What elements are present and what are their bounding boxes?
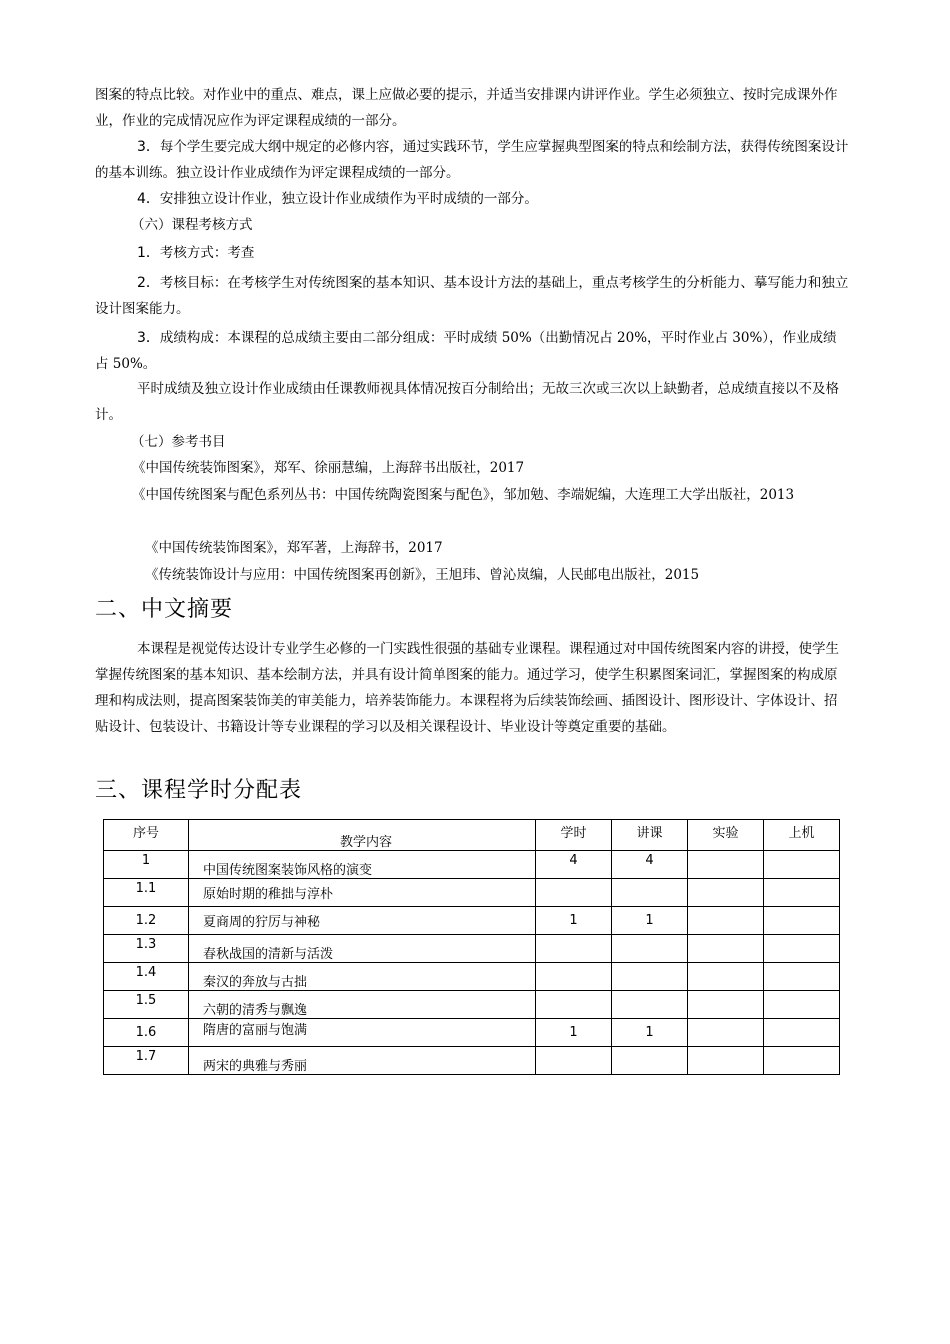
reference-2: 《中国传统图案与配色系列丛书：中国传统陶瓷图案与配色》，邹加勉、李端妮编，大连理工大学出版社，2013 — [132, 487, 795, 503]
assessment-item-1 — [95, 240, 850, 266]
header-lecture: 讲课 — [612, 820, 688, 851]
reference-4: 《传统装饰设计与应用：中国传统图案再创新》，王旭玮、曾沁岚编，人民邮电出版社，2015 — [145, 567, 700, 583]
cell-topic: 中国传统图案装饰风格的演变 — [189, 851, 536, 879]
cell-no: 1.1 — [104, 879, 189, 907]
cell-hours: 1 — [536, 1019, 612, 1047]
table-row — [104, 851, 840, 879]
cell-hours: 1 — [536, 907, 612, 935]
cell-lab — [688, 1019, 764, 1047]
item-number: 4． — [137, 191, 160, 207]
header-hours: 学时 — [536, 820, 612, 851]
cell-no: 1.5 — [104, 991, 189, 1019]
cell-computer — [764, 1047, 840, 1075]
cell-lab — [688, 935, 764, 963]
cell-hours — [536, 963, 612, 991]
item-number: 3． — [137, 330, 160, 346]
table-row — [104, 879, 840, 907]
cell-hours — [536, 879, 612, 907]
paragraph-item-4 — [95, 186, 850, 212]
cell-no: 1.4 — [104, 963, 189, 991]
table-row — [104, 935, 840, 963]
paragraph-item-3 — [95, 134, 850, 186]
cell-no: 1.3 — [104, 935, 189, 963]
header-topic: 教学内容 — [189, 820, 536, 851]
cell-lab — [688, 851, 764, 879]
cell-topic: 六朝的清秀与飘逸 — [189, 991, 536, 1019]
cell-computer — [764, 1019, 840, 1047]
table-row — [104, 1047, 840, 1075]
cell-topic: 春秋战国的清新与活泼 — [189, 935, 536, 963]
cell-lab — [688, 991, 764, 1019]
abstract-body: 本课程是视觉传达设计专业学生必修的一门实践性很强的基础专业课程。课程通过对中国传统图案内容的讲授，使学生掌握传统图案的基本知识、基本绘制方法，并具有设计简单图案的能力。通过学习，使学生积累图案词汇，掌握图案的构成原理和构成法则，提高图案装饰美的审美能力，培养装饰能力。本课程将为后续装饰绘画、插图设计、图形设计、字体设计、招贴设计、包装设计、书籍设计等专业课程的学习以及相关课程设计、毕业设计等奠定重要的基础。 — [95, 641, 839, 735]
cell-lab — [688, 879, 764, 907]
header-computer: 上机 — [764, 820, 840, 851]
cell-hours — [536, 935, 612, 963]
cell-topic: 秦汉的奔放与古拙 — [189, 963, 536, 991]
table-row — [104, 963, 840, 991]
item-text: 安排独立设计作业，独立设计作业成绩作为平时成绩的一部分。 — [159, 191, 538, 207]
assessment-item-3 — [95, 325, 850, 377]
paragraph-grading-note: 平时成绩及独立设计作业成绩由任课教师视具体情况按百分制给出；无故三次或三次以上缺勤者，总成绩直接以不及格计。 — [95, 381, 839, 423]
table-row — [104, 1019, 840, 1047]
section-heading-hours-table: 三、课程学时分配表 — [95, 778, 303, 803]
cell-lab — [688, 1047, 764, 1075]
cell-computer — [764, 935, 840, 963]
paragraph-assignment-review: 图案的特点比较。对作业中的重点、难点，课上应做必要的提示，并适当安排课内讲评作业。学生必须独立、按时完成课外作业，作业的完成情况应作为评定课程成绩的一部分。 — [95, 87, 838, 129]
cell-lecture — [612, 991, 688, 1019]
reference-3: 《中国传统装饰图案》，郑军著，上海辞书，2017 — [145, 540, 443, 556]
cell-lab — [688, 963, 764, 991]
cell-no: 1.6 — [104, 1019, 189, 1047]
cell-computer — [764, 991, 840, 1019]
section-heading-abstract: 二、中文摘要 — [95, 597, 234, 622]
cell-computer — [764, 851, 840, 879]
cell-lecture — [612, 935, 688, 963]
item-text: 每个学生要完成大纲中规定的必修内容，通过实践环节，学生应掌握典型图案的特点和绘制方法，获得传统图案设计的基本训练。独立设计作业成绩作为评定课程成绩的一部分。 — [95, 139, 849, 181]
table-header-row — [104, 820, 840, 851]
cell-lecture — [612, 1047, 688, 1075]
cell-hours — [536, 991, 612, 1019]
cell-topic: 两宋的典雅与秀丽 — [189, 1047, 536, 1075]
item-number: 1． — [137, 245, 160, 261]
cell-topic: 隋唐的富丽与饱满 — [189, 1019, 536, 1047]
cell-no: 1.2 — [104, 907, 189, 935]
item-number: 2． — [137, 275, 160, 291]
cell-lecture — [612, 879, 688, 907]
item-text: 成绩构成：本课程的总成绩主要由二部分组成：平时成绩 50%（出勤情况占 20%，平时作业占 30%），作业成绩占 50%。 — [95, 330, 837, 372]
cell-hours: 4 — [536, 851, 612, 879]
cell-lecture: 1 — [612, 1019, 688, 1047]
assessment-item-2 — [95, 270, 850, 322]
hours-table — [103, 819, 840, 1075]
cell-hours — [536, 1047, 612, 1075]
cell-topic: 原始时期的稚拙与淳朴 — [189, 879, 536, 907]
subheading-references: （七）参考书目 — [131, 434, 226, 450]
subheading-assessment: （六）课程考核方式 — [131, 217, 253, 233]
item-number: 3． — [137, 139, 160, 155]
cell-no: 1.7 — [104, 1047, 189, 1075]
item-text: 考核方式：考查 — [159, 245, 255, 261]
table-row — [104, 907, 840, 935]
cell-lecture — [612, 963, 688, 991]
cell-computer — [764, 907, 840, 935]
table-row — [104, 991, 840, 1019]
cell-topic: 夏商周的狞厉与神秘 — [189, 907, 536, 935]
header-no: 序号 — [104, 820, 189, 851]
cell-computer — [764, 963, 840, 991]
cell-computer — [764, 879, 840, 907]
cell-lecture: 1 — [612, 907, 688, 935]
cell-lecture: 4 — [612, 851, 688, 879]
cell-no: 1 — [104, 851, 189, 879]
cell-lab — [688, 907, 764, 935]
header-lab: 实验 — [688, 820, 764, 851]
reference-1: 《中国传统装饰图案》，郑军、徐丽慧编，上海辞书出版社，2017 — [132, 460, 525, 476]
item-text: 考核目标：在考核学生对传统图案的基本知识、基本设计方法的基础上，重点考核学生的分析能力、摹写能力和独立设计图案能力。 — [95, 275, 849, 317]
